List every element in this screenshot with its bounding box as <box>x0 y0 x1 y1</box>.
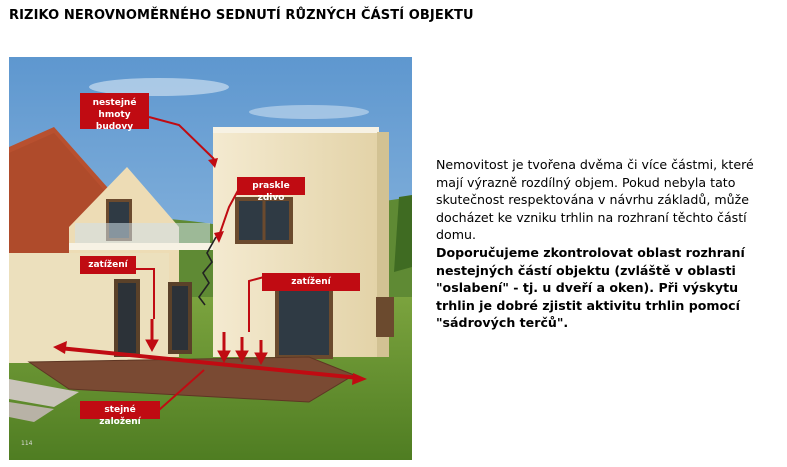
description-paragraph: Nemovitost je tvořena dvěma či více částmi, které mají výrazně rozdílný objem. Pokud nebyla tato skutečnost respektována v návrhu základů, může docházet ke vzniku trhlin na rozhraní těchto částí domu. <box>436 157 754 243</box>
lower-window-glass <box>279 291 329 355</box>
house-illustration <box>9 57 412 460</box>
door-middle-glass <box>172 286 188 350</box>
callout-load-left: zatížení <box>80 256 136 274</box>
house-scene <box>9 57 412 460</box>
balcony-glass <box>75 223 210 243</box>
callout-same-foundation: stejné založení <box>80 401 160 419</box>
callout-load-right: zatížení <box>262 273 360 291</box>
page-title: RIZIKO NEROVNOMĚRNÉHO SEDNUTÍ RŮZNÝCH ČÁSTÍ OBJEKTU <box>9 8 474 23</box>
description-text <box>436 156 776 332</box>
side-window <box>376 297 394 337</box>
tall-block-cornice <box>213 127 379 133</box>
page-number: 114 <box>21 440 33 447</box>
balcony-slab <box>69 243 219 250</box>
callout-unequal-mass: nestejné hmoty budovy <box>80 93 149 129</box>
callout-cracked-wall: praskle zdivo <box>237 177 305 195</box>
recommendation-paragraph: Doporučujeme zkontrolovat oblast rozhraní nestejných částí objektu (zvláště v oblasti "oslabení" - tj. u dveří a oken). Při výskytu trhlin je dobré zjistit aktivitu trhlin pomocí "sádrových terčů". <box>436 244 745 331</box>
cloud <box>249 105 369 119</box>
door-left-glass <box>118 283 136 353</box>
